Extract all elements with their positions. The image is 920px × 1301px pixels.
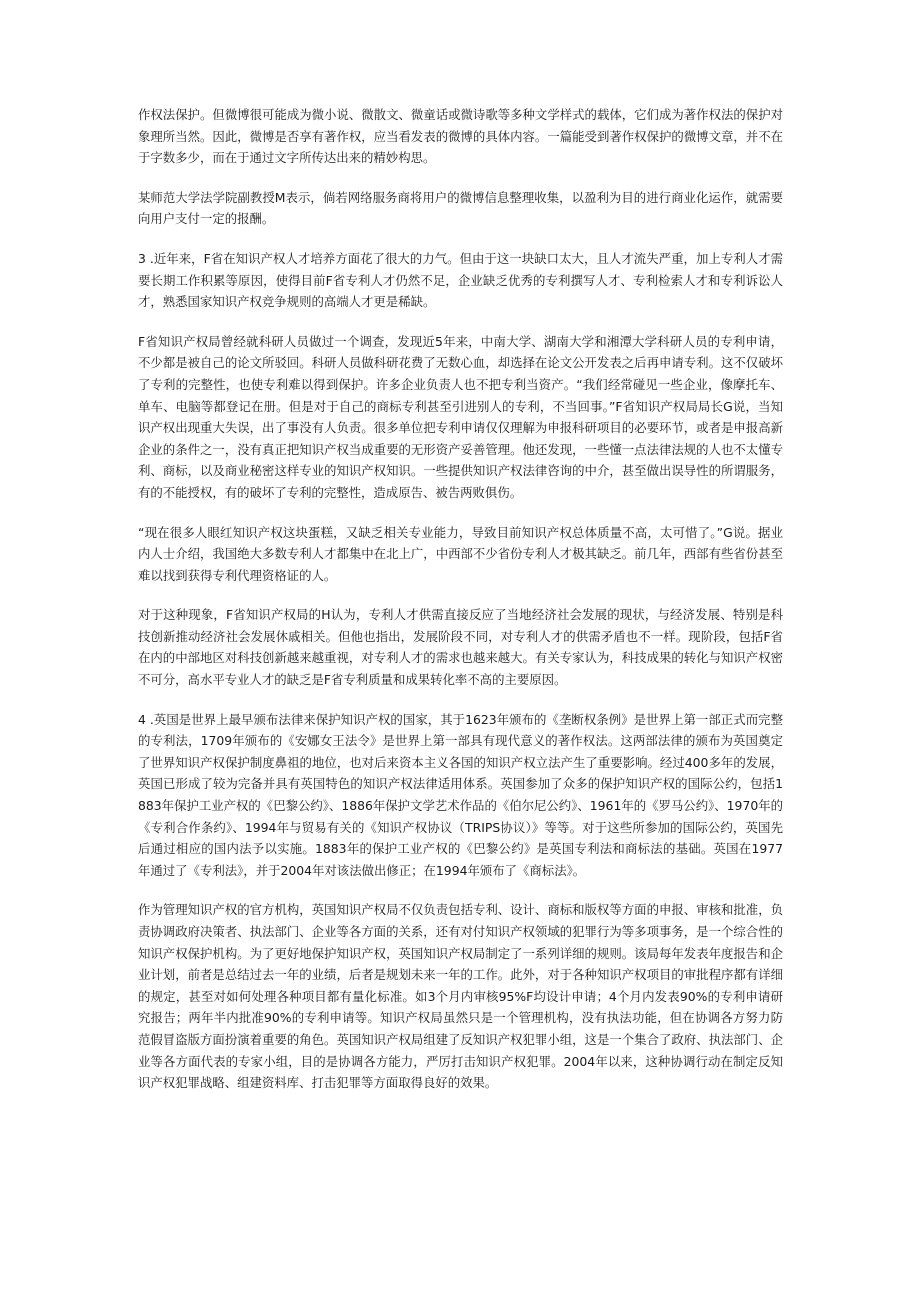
paragraph-6: 对于这种现象，F省知识产权局的H认为，专利人才供需直接反应了当地经济社会发展的现状，与经济发展、特别是科技创新推动经济社会发展休戚相关。但他也指出，发展阶段不同，对专利人才的供需矛盾也不一样。现阶段，包括F省在内的中部地区对科技创新越来越重视，对专利人才的需求也越来越大。有关专家认为，科技成果的转化与知识产权密不可分，高水平专业人才的缺乏是F省专利质量和成果转化率不高的主要原因。	[138, 607, 783, 688]
paragraph-7: 4 .英国是世界上最早颁布法律来保护知识产权的国家，其于1623年颁布的《垄断权条例》是世界上第一部正式而完整的专利法，1709年颁布的《安娜女王法令》是世界上第一部具有现代意义的著作权法。这两部法律的颁布为英国奠定了世界知识产权保护制度鼻祖的地位，也对后来资本主义各国的知识产权立法产生了重要影响。经过400多年的发展，英国已形成了较为完备并具有英国特色的知识产权法律适用体系。英国参加了众多的保护知识产权的国际公约，包括1883年保护工业产权的《巴黎公约》、1886年保护文学艺术作品的《伯尔尼公约》、1961年的《罗马公约》、1970年的《专利合作条约》、1994年与贸易有关的《知识产权协议（TRIPS协议）》等等。对于这些所参加的国际公约，英国先后通过相应的国内法予以实施。1883年的保护工业产权的《巴黎公约》是英国专利法和商标法的基础。英国在1977年通过了《专利法》，并于2004年对该法做出修正；在1994年颁布了《商标法》。	[138, 711, 783, 878]
paragraph-3: 3 .近年来，F省在知识产权人才培养方面花了很大的力气。但由于这一块缺口太大，且人才流失严重，加上专利人才需要长期工作积累等原因，使得目前F省专利人才仍然不足，企业缺乏优秀的专利撰写人才、专利检索人才和专利诉讼人才，熟悉国家知识产权竞争规则的高端人才更是稀缺。	[138, 250, 783, 310]
paragraph-2: 某师范大学法学院副教授M表示，倘若网络服务商将用户的微博信息整理收集，以盈利为目的进行商业化运作，就需要向用户支付一定的报酬。	[138, 189, 783, 227]
document-page	[138, 104, 783, 1112]
paragraph-5: “现在很多人眼红知识产权这块蛋糕，又缺乏相关专业能力，导致目前知识产权总体质量不高，太可惜了。”G说。据业内人士介绍，我国绝大多数专利人才都集中在北上广，中西部不少省份专利人才极其缺乏。前几年，西部有些省份甚至难以找到获得专利代理资格证的人。	[138, 524, 783, 583]
paragraph-8: 作为管理知识产权的官方机构，英国知识产权局不仅负责包括专利、设计、商标和版权等方面的申报、审核和批准，负责协调政府决策者、执法部门、企业等各方面的关系，还有对付知识产权领域的犯罪行为等多项事务，是一个综合性的知识产权保护机构。为了更好地保护知识产权，英国知识产权局制定了一系列详细的规则。该局每年发表年度报告和企业计划，前者是总结过去一年的业绩，后者是规划未来一年的工作。此外，对于各种知识产权项目的审批程序都有详细的规定，甚至对如何处理各种项目都有量化标准。如3个月内审核95%F均设计申请；4个月内发表90%的专利申请研究报告；两年半内批准90%的专利申请等。知识产权局虽然只是一个管理机构，没有执法功能，但在协调各方努力防范假冒盗版方面扮演着重要的角色。英国知识产权局组建了反知识产权犯罪小组，这是一个集合了政府、执法部门、企业等各方面代表的专家小组，目的是协调各方能力，严厉打击知识产权犯罪。2004年以来，这种协调行动在制定反知识产权犯罪战略、组建资料库、打击犯罪等方面取得良好的效果。	[138, 902, 783, 1091]
paragraph-1: 作权法保护。但微博很可能成为微小说、微散文、微童话或微诗歌等多种文学样式的载体，它们成为著作权法的保护对象理所当然。因此，微博是否享有著作权，应当看发表的微博的具体内容。一篇能受到著作权保护的微博文章，并不在于字数多少，而在于通过文字所传达出来的精妙构思。	[138, 107, 783, 166]
paragraph-4: F省知识产权局曾经就科研人员做过一个调查，发现近5年来，中南大学、湖南大学和湘潭大学科研人员的专利申请，不少都是被自己的论文所驳回。科研人员做科研花费了无数心血，却选择在论文公开发表之后再申请专利。这不仅破坏了专利的完整性，也使专利难以得到保护。许多企业负责人也不把专利当资产。“我们经常碰见一些企业，像摩托车、单车、电脑等都登记在册。但是对于自己的商标专利甚至引进别人的专利，不当回事。”F省知识产权局局长G说，当知识产权出现重大失误，出了事没有人负责。很多单位把专利申请仅仅理解为申报科研项目的必要环节，或者是申报高新企业的条件之一，没有真正把知识产权当成重要的无形资产妥善管理。他还发现，一些懂一点法律法规的人也不太懂专利、商标，以及商业秘密这样专业的知识产权知识。一些提供知识产权法律咨询的中介，甚至做出误导性的所谓服务，有的不能授权，有的破坏了专利的完整性，造成原告、被告两败俱伤。	[138, 333, 783, 500]
